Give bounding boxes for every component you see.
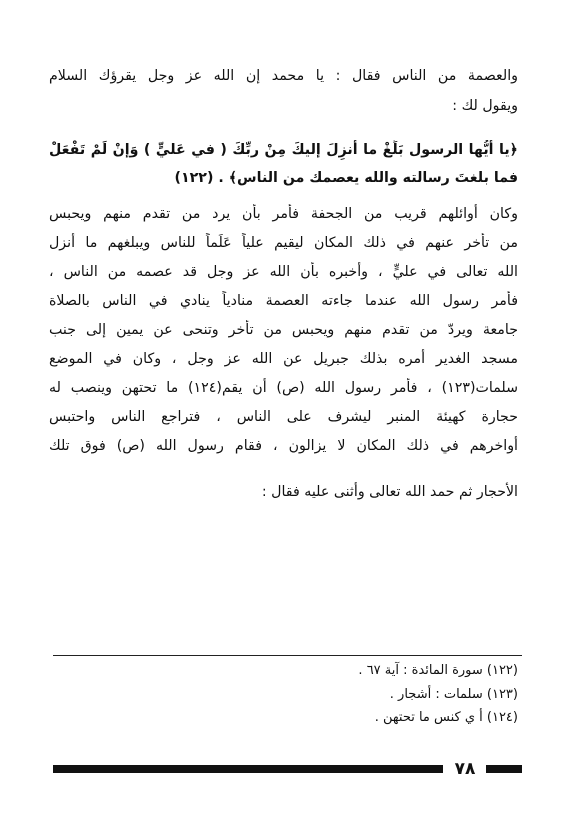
footer-rule-left <box>53 765 443 773</box>
footnote-122: (١٢٢) سورة المائدة : آية ٦٧ . <box>358 663 518 678</box>
text-line-2: ويقول لك : <box>452 98 518 114</box>
text-line-4: من تأخر عنهم في ذلك المكان ليقيم علياً عَلَماً للناس ويبلغهم ما أنزل <box>49 235 518 251</box>
text-line-8: مسجد الغدير أمره بذلك جبريل عن الله عز وجل ، وكان في الموضع <box>49 351 518 367</box>
text-line-5: الله تعالى في عليٍّ ، وأخبره بأن الله عز وجل قد عصمه من الناس ، <box>49 264 518 280</box>
footer-rule-right <box>486 765 522 773</box>
text-line-7: جامعة ويردّ من تقدم منهم ويحبس من تأخر وتنحى عن يمين إلى جنب <box>49 322 518 338</box>
text-line-11: أواخرهم في ذلك المكان لا يزالون ، فقام رسول الله (ص) فوق تلك <box>49 438 518 454</box>
footnote-124: (١٢٤) أ ي كنس ما تحتهن . <box>374 710 518 725</box>
text-line-6: فأمر رسول الله عندما جاءته العصمة منادياً ينادي في الناس بالصلاة <box>49 293 518 309</box>
text-line-10: حجارة كهيئة المنبر ليشرف على الناس ، فتراجع الناس واحتبس <box>49 409 518 425</box>
text-line-9: سلمات(١٢٣) ، فأمر رسول الله (ص) أن يقم(١٢٤) ما تحتهن وينصب له <box>49 380 518 396</box>
page-number: ٧٨ <box>454 759 476 779</box>
text-line-3: وكان أوائلهم قريب من الجحفة فأمر بأن يرد من تقدم منهم ويحبس <box>49 206 518 222</box>
text-line-12: الأحجار ثم حمد الله تعالى وأثنى عليه فقال : <box>261 484 518 500</box>
text-line-1: والعصمة من الناس فقال : يا محمد إن الله عز وجل يقرؤك السلام <box>49 68 518 84</box>
quran-verse-line-2: فما بلغتَ رسالته والله يعصمك من الناس﴾ . (١٢٢) <box>174 170 518 186</box>
footnote-separator <box>53 655 522 656</box>
quran-verse-line-1: ﴿يا أيُّها الرسول بَلِّغْ ما أُنزِلَ إليكَ مِنْ ربِّكَ ( في عَليٍّ ) وَإنْ لَمْ تَفْعَلْ <box>49 142 518 158</box>
footnote-123: (١٢٣) سلمات : أشجار . <box>389 687 518 702</box>
